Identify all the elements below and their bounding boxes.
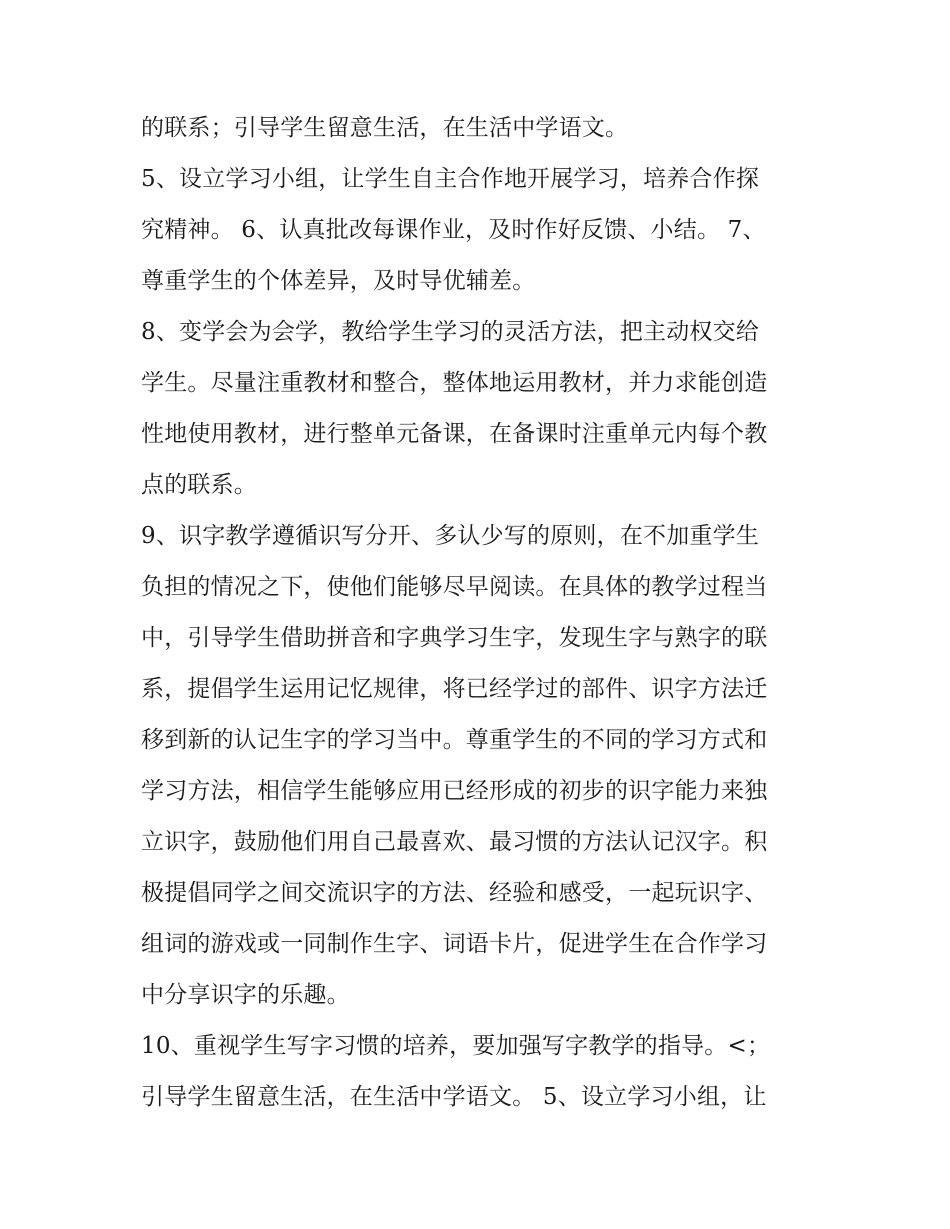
text-line: 移到新的认记生字的学习当中。尊重学生的不同的学习方式和	[141, 727, 768, 753]
text-line: 中，引导学生借助拼音和字典学习生字，发现生字与熟字的联	[141, 625, 768, 651]
text-line: 的联系；引导学生留意生活，在生活中学语文。	[141, 115, 629, 141]
text-line: 性地使用教材，进行整单元备课，在备课时注重单元内每个教	[141, 421, 768, 447]
text-line: 引导学生留意生活，在生活中学语文。 5、设立学习小组，让	[141, 1084, 767, 1110]
text-line: 系，提倡学生运用记忆规律，将已经学过的部件、识字方法迁	[141, 676, 768, 702]
text-line: 学习方法，相信学生能够应用已经形成的初步的识字能力来独	[141, 778, 768, 804]
text-line: 究精神。 6、认真批改每课作业，及时作好反馈、小结。 7、	[141, 217, 766, 243]
text-line: 点的联系。	[141, 472, 257, 498]
text-line: 5、设立学习小组，让学生自主合作地开展学习，培养合作探	[141, 166, 760, 192]
text-line: 10、重视学生写字习惯的培养，要加强写字教学的指导。<；	[141, 1033, 771, 1059]
text-line: 尊重学生的个体差异，及时导优辅差。	[141, 268, 536, 294]
text-line: 极提倡同学之间交流识字的方法、经验和感受，一起玩识字、	[141, 880, 768, 906]
text-line: 立识字，鼓励他们用自己最喜欢、最习惯的方法认记汉字。积	[141, 829, 768, 855]
text-line: 8、变学会为会学，教给学生学习的灵活方法，把主动权交给	[141, 319, 760, 345]
text-line: 9、识字教学遵循识写分开、多认少写的原则，在不加重学生	[141, 523, 760, 549]
text-line: 组词的游戏或一同制作生字、词语卡片，促进学生在合作学习	[141, 931, 768, 957]
text-line: 负担的情况之下，使他们能够尽早阅读。在具体的教学过程当	[141, 574, 768, 600]
text-line: 学生。尽量注重教材和整合，整体地运用教材，并力求能创造	[141, 370, 768, 396]
text-line: 中分享识字的乐趣。	[141, 982, 350, 1008]
